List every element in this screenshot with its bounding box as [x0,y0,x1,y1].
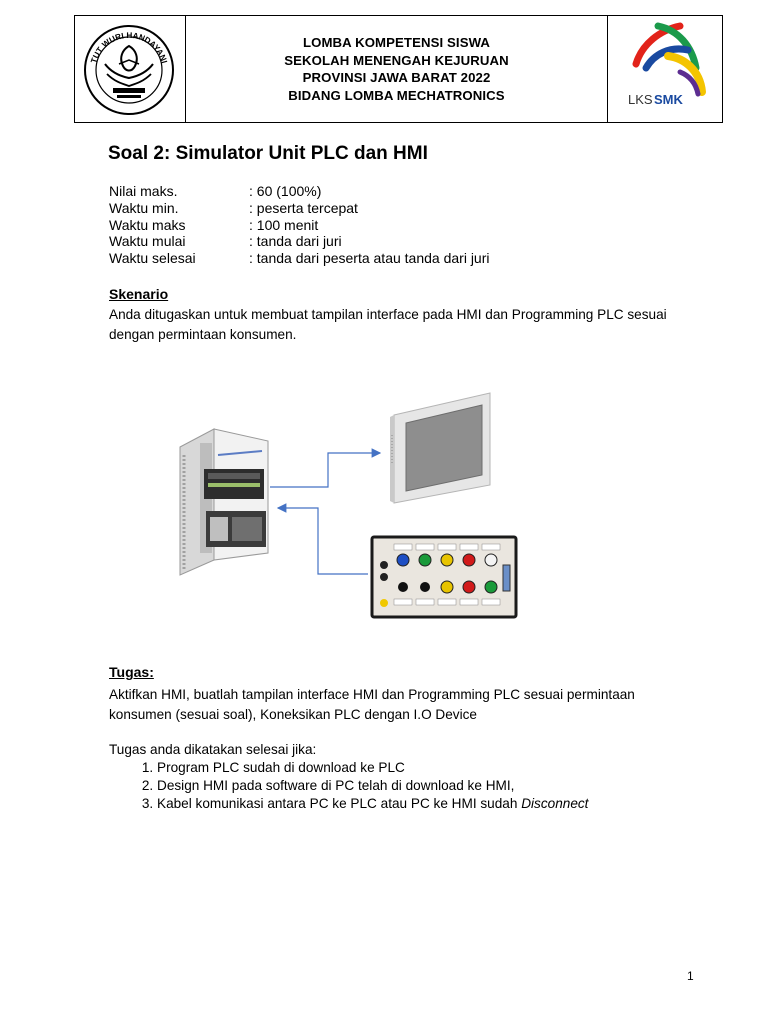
info-block [109,183,490,267]
tugas-text: Aktifkan HMI, buatlah tampilan interface HMI dan Programming PLC sesuai permintaan konsumen (sesuai soal), Koneksikan PLC dengan I.O Device [109,687,635,722]
skenario-heading: Skenario [109,286,169,302]
page-number: 1 [687,969,694,983]
info-row [109,200,490,217]
info-row [109,217,490,234]
header-line-2: SEKOLAH MENENGAH KEJURUAN [284,52,509,68]
info-value: : tanda dari juri [249,233,342,250]
info-row [109,183,490,200]
info-label: Waktu selesai [109,250,196,267]
plc-rack-image [180,429,268,575]
skenario-text: Anda ditugaskan untuk membuat tampilan interface pada HMI dan Programming PLC sesuai dengan permintaan konsumen. [109,307,667,342]
list-item [157,795,709,813]
plc-hmi-diagram [170,385,530,635]
lks-smk-logo [608,16,720,122]
info-label: Waktu maks [109,216,186,233]
info-label: Waktu mulai [109,233,186,250]
header-line-4: BIDANG LOMBA MECHATRONICS [288,87,505,103]
header-title-block [186,16,607,122]
hmi-panel-image [390,393,490,503]
header-line-3: PROVINSI JAWA BARAT 2022 [302,70,491,85]
info-label: Nilai maks. [109,183,178,199]
arrow-io-to-plc [278,508,368,574]
disconnect-text: Disconnect [521,796,589,811]
info-value: : 60 (100%) [249,183,322,199]
header-line-1: LOMBA KOMPETENSI SISWA [302,35,491,50]
list-item: 2. Design HMI pada software di PC telah di download ke HMI, [157,777,709,795]
io-device-image [372,537,516,617]
page-title: Soal 2: Simulator Unit PLC dan HMI [108,143,428,164]
list-item-text: Kabel komunikasi antara PC ke PLC atau PC ke HMI sudah [157,796,522,811]
tugas-heading: Tugas: [109,664,154,680]
done-list [109,759,709,813]
arrow-plc-to-hmi [270,453,380,487]
info-value: : tanda dari peserta atau tanda dari juri [249,250,490,267]
svg-text:TUT WURI HANDAYANI: TUT WURI HANDAYANI [89,30,169,65]
svg-text:SMK: SMK [654,92,683,107]
header-table [74,15,723,123]
info-row [109,233,490,250]
list-item: 1. Program PLC sudah di download ke PLC [157,759,709,777]
info-value: : 100 menit [249,216,319,233]
done-intro: Tugas anda dikatakan selesai jika: [109,742,317,757]
tut-wuri-handayani-logo [75,16,183,122]
info-row [109,250,490,267]
svg-text:LKS: LKS [628,92,653,107]
info-value: : peserta tercepat [249,199,358,216]
left-logo-cell [75,16,186,122]
right-logo-cell [607,16,722,122]
info-label: Waktu min. [109,199,179,216]
